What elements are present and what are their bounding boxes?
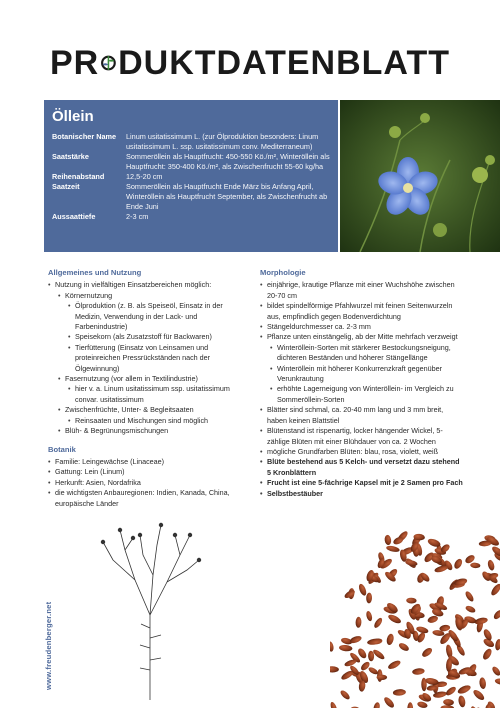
seed xyxy=(412,668,425,676)
seed xyxy=(453,558,464,570)
seed xyxy=(427,615,439,625)
seed xyxy=(457,684,472,696)
seed xyxy=(365,610,373,621)
seed xyxy=(487,559,496,571)
seed xyxy=(373,702,381,708)
section-heading-general: Allgemeines und Nutzung xyxy=(48,268,142,277)
info-label: Reihenabstand xyxy=(52,172,105,181)
brand-logo-icon xyxy=(100,47,117,79)
list-item: • Körnernutzung xyxy=(58,291,248,301)
seed xyxy=(490,582,500,597)
info-row xyxy=(50,172,332,182)
seed xyxy=(406,598,417,604)
list-item: • Stängeldurchmesser ca. 2-3 mm xyxy=(260,322,465,332)
seed xyxy=(386,633,395,646)
seed xyxy=(472,688,486,702)
seed xyxy=(393,689,406,696)
seed xyxy=(330,641,334,652)
list-item: • Selbstbestäuber xyxy=(260,489,465,499)
seed xyxy=(421,646,434,658)
seed xyxy=(417,701,429,708)
seed xyxy=(387,613,402,625)
left-column xyxy=(48,268,248,509)
info-label: Saatzeit xyxy=(52,182,80,191)
crop-info-panel xyxy=(44,100,338,252)
crop-name: Öllein xyxy=(52,108,94,125)
list-item: • Ölproduktion (z. B. als Speiseöl, Einsatz in der Medizin, Verwendung in der Lack- und Farbenindustrie) xyxy=(68,301,248,332)
seed xyxy=(492,609,500,621)
info-value: Linum usitatissimum L. (zur Ölproduktion besonders: Linum usitatissimum L. ssp. usitatissimum conv. Mediterraneum) xyxy=(126,132,319,151)
seed xyxy=(445,685,458,697)
seed xyxy=(366,593,372,604)
seed xyxy=(384,535,392,546)
flax-flower-illustration xyxy=(340,100,500,252)
list-item: • Frucht ist eine 5-fächrige Kapsel mit je 2 Samen pro Fach xyxy=(260,478,465,488)
list-item: • Blütenstand ist rispenartig, locker hängender Wickel, 5-zählige Blüten mit einer Blühdauer von ca. 2 Wochen xyxy=(260,426,465,447)
seed xyxy=(383,696,396,708)
seed xyxy=(464,590,475,603)
info-value: 12,5-20 cm xyxy=(126,172,163,181)
list-item: • Blüh- & Begrünungsmischungen xyxy=(58,426,248,436)
list-item: • einjährige, krautige Pflanze mit einer Wuchshöhe zwischen 20-70 cm xyxy=(260,280,465,301)
seed xyxy=(407,702,413,708)
list-item: • Zwischenfrüchte, Unter- & Begleitsaaten xyxy=(58,405,248,415)
seed xyxy=(494,639,500,651)
list-item: • Speisekorn (als Zusatzstoff für Backwaren) xyxy=(68,332,248,342)
seed xyxy=(479,677,487,689)
flax-seeds-photo xyxy=(330,525,500,708)
section-heading-morphologie: Morphologie xyxy=(260,268,306,277)
seed xyxy=(368,651,374,662)
seed xyxy=(465,605,477,614)
seed xyxy=(491,665,500,677)
list-item: • die wichtigsten Anbauregionen: Indien, Kanada, China, europäische Länder xyxy=(48,488,248,509)
plant-drawing xyxy=(95,520,205,700)
info-label: Saatstärke xyxy=(52,152,89,161)
section-heading-botanik: Botanik xyxy=(48,444,76,454)
seed-pile-illustration xyxy=(330,525,500,708)
list-item: • Nutzung in vielfältigen Einsatzbereichen möglich: xyxy=(48,280,248,290)
seed xyxy=(339,689,351,701)
list-item: • Blätter sind schmal, ca. 20-40 mm lang und 3 mm breit, haben keinen Blattstiel xyxy=(260,405,465,426)
seed xyxy=(355,617,361,628)
seed xyxy=(443,699,454,706)
info-label: Aussaattiefe xyxy=(52,212,96,221)
seed xyxy=(377,675,388,680)
list-item: • hier v. a. Linum usitatissimum ssp. usitatissimum convar. usitatissimum xyxy=(68,384,248,405)
list-item: • Blüte bestehend aus 5 Kelch- und versetzt dazu stehend 5 Kronblättern xyxy=(260,457,465,478)
list-item: • mögliche Grundfarben Blüten: blau, rosa, violett, weiß xyxy=(260,447,465,457)
info-value: Sommeröllein als Hauptfrucht: 450-550 Kö./m², Winteröllein als Hauptfrucht: 350-400 Kö./m², als Zwischenfrucht 55-60 kg/ha xyxy=(126,152,330,171)
website-url: www.freudenberger.net xyxy=(44,601,53,690)
seed xyxy=(494,678,500,686)
list-item: • Tierfütterung (Einsatz von Leinsamen und proteinreichen Pressrückständen nach der Ölgewinnung) xyxy=(68,343,248,374)
info-row xyxy=(50,212,332,222)
list-item: • Familie: Leingewächse (Linaceae) xyxy=(48,457,248,467)
list-item: • Winteröllein-Sorten mit stärkerer Bestockungsneigung, dichteren Beständen und höherer Stängellänge xyxy=(270,343,465,364)
info-value: 2-3 cm xyxy=(126,212,149,221)
seed xyxy=(330,701,338,708)
seed xyxy=(357,583,367,597)
info-row xyxy=(50,152,332,172)
info-label: Botanischer Name xyxy=(52,132,117,141)
seed xyxy=(474,617,488,626)
info-row xyxy=(50,132,332,152)
seed xyxy=(330,666,339,672)
list-item: • Herkunft: Asien, Nordafrika xyxy=(48,478,248,488)
seed xyxy=(470,562,481,568)
seed xyxy=(482,628,493,642)
seed xyxy=(386,545,400,553)
seed xyxy=(339,644,353,651)
info-row xyxy=(50,182,332,212)
list-item: • Gattung: Lein (Linum) xyxy=(48,467,248,477)
seed xyxy=(398,642,411,653)
right-column xyxy=(260,268,465,499)
document-title xyxy=(50,40,450,86)
seed xyxy=(373,617,384,629)
list-item: • Fasernutzung (vor allem in Textilindustrie) xyxy=(58,374,248,384)
seed xyxy=(458,695,467,708)
title-part-right: DUKTDATENBLATT xyxy=(118,43,450,82)
seed xyxy=(387,659,402,671)
info-value: Sommeröllein als Hauptfrucht Ende März bis Anfang April, Winteröllein als Hauptfrucht September, als Zwischenfrucht ab Ende Juni xyxy=(126,182,328,211)
seed xyxy=(481,647,493,661)
list-item: • Reinsaaten und Mischungen sind möglich xyxy=(68,416,248,426)
list-item: • Pflanze unten einstängelig, ab der Mitte mehrfach verzweigt xyxy=(260,332,465,342)
list-item: • bildet spindelförmige Pfahlwurzel mit feinen Seitenwurzeln aus, empfindlich gegen Bodenverdichtung xyxy=(260,301,465,322)
list-item: • erhöhte Lagerneigung von Winteröllein- im Vergleich zu Sommeröllein-Sorten xyxy=(270,384,465,405)
list-item: • Winteröllein mit höherer Konkurrenzkraft gegenüber Verunkrautung xyxy=(270,364,465,385)
title-part-left: PR xyxy=(50,43,100,82)
flax-flower-photo xyxy=(340,100,500,252)
